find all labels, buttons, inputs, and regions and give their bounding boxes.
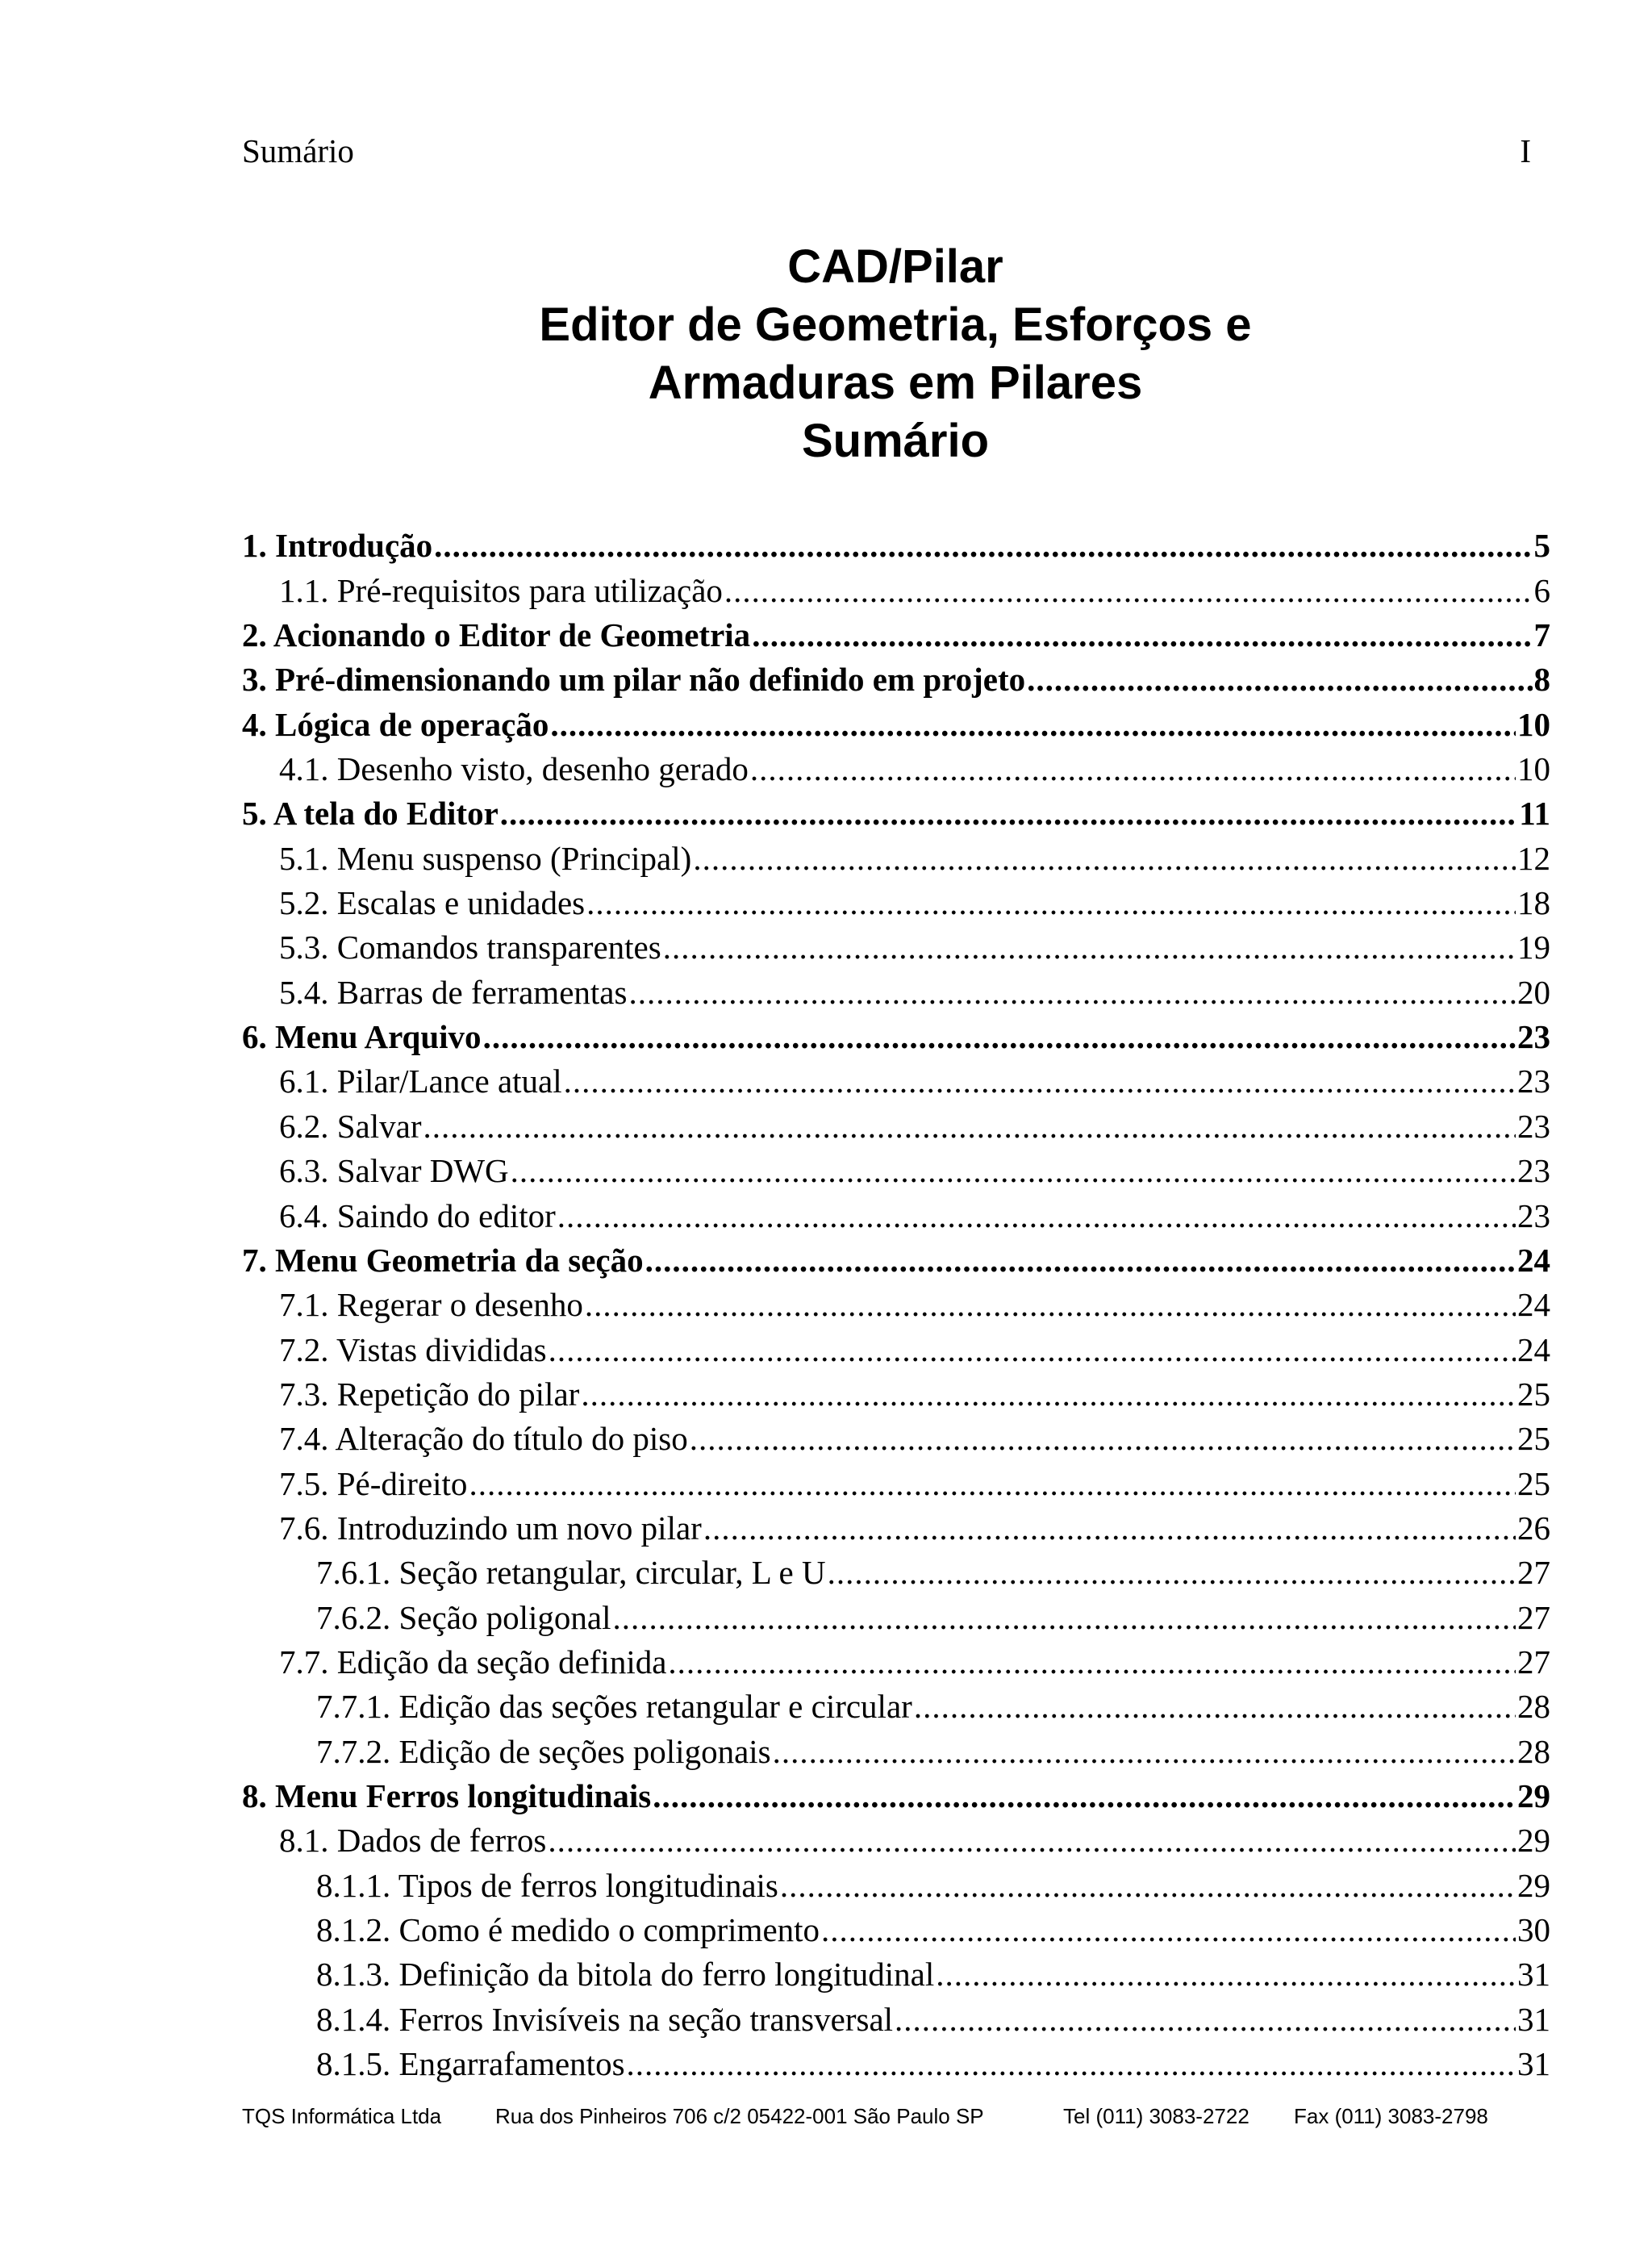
toc-entry-label: 1. Introdução bbox=[242, 527, 433, 565]
running-header bbox=[242, 132, 1531, 180]
toc-entry-label: 7.6.1. Seção retangular, circular, L e U bbox=[316, 1554, 826, 1592]
toc-entry-label: 4.1. Desenho visto, desenho gerado bbox=[279, 750, 749, 788]
toc-entry[interactable] bbox=[242, 1771, 1550, 1815]
toc-entry-page-number: 11 bbox=[1519, 795, 1550, 833]
toc-dot-leader bbox=[423, 1107, 1516, 1146]
toc-entry[interactable] bbox=[242, 565, 1550, 609]
toc-entry[interactable] bbox=[242, 922, 1550, 967]
toc-entry-label: 4. Lógica de operação bbox=[242, 705, 549, 743]
toc-entry-label: 8.1. Dados de ferros bbox=[279, 1822, 547, 1860]
title-line-3: Armaduras em Pilares bbox=[648, 357, 1143, 409]
toc-entry-page-number: 10 bbox=[1517, 705, 1550, 743]
toc-entry[interactable] bbox=[242, 744, 1550, 788]
toc-dot-leader bbox=[483, 1017, 1516, 1056]
toc-entry-label: 8. Menu Ferros longitudinais bbox=[242, 1776, 652, 1814]
toc-entry-label: 8.1.5. Engarrafamentos bbox=[316, 2045, 625, 2083]
toc-entry[interactable] bbox=[242, 1637, 1550, 1681]
toc-entry[interactable] bbox=[242, 1100, 1550, 1145]
toc-entry-label: 7.7.2. Edição de seções poligonais bbox=[316, 1732, 771, 1770]
toc-dot-leader bbox=[752, 616, 1532, 654]
toc-dot-leader bbox=[586, 883, 1516, 922]
toc-dot-leader bbox=[690, 1419, 1516, 1458]
toc-entry[interactable] bbox=[242, 2039, 1550, 2083]
toc-entry[interactable] bbox=[242, 699, 1550, 743]
toc-dot-leader bbox=[613, 1598, 1516, 1637]
toc-entry-label: 5.1. Menu suspenso (Principal) bbox=[279, 839, 692, 877]
toc-dot-leader bbox=[628, 973, 1516, 1012]
toc-entry-page-number: 31 bbox=[1517, 2000, 1550, 2038]
toc-entry-label: 7.6. Introduzindo um novo pilar bbox=[279, 1509, 702, 1547]
toc-entry-label: 7.5. Pé-direito bbox=[279, 1464, 468, 1502]
toc-entry-page-number: 10 bbox=[1517, 750, 1550, 788]
toc-dot-leader bbox=[1027, 660, 1532, 699]
toc-entry-label: 6.1. Pilar/Lance atual bbox=[279, 1063, 562, 1100]
title-line-4: Sumário bbox=[801, 415, 990, 467]
toc-dot-leader bbox=[511, 1151, 1516, 1190]
toc-entry-page-number: 26 bbox=[1517, 1509, 1550, 1547]
toc-dot-leader bbox=[773, 1732, 1516, 1771]
toc-entry[interactable] bbox=[242, 833, 1550, 877]
toc-entry-page-number: 31 bbox=[1517, 2045, 1550, 2083]
toc-dot-leader bbox=[653, 1776, 1516, 1815]
toc-entry[interactable] bbox=[242, 1190, 1550, 1234]
toc-entry-page-number: 29 bbox=[1517, 1822, 1550, 1860]
header-page-number: I bbox=[1520, 132, 1531, 169]
toc-dot-leader bbox=[564, 1062, 1516, 1100]
toc-dot-leader bbox=[550, 705, 1516, 744]
toc-entry-label: 6.2. Salvar bbox=[279, 1107, 422, 1145]
toc-entry[interactable] bbox=[242, 788, 1550, 833]
toc-entry[interactable] bbox=[242, 1458, 1550, 1502]
toc-entry[interactable] bbox=[242, 1905, 1550, 1949]
toc-entry[interactable] bbox=[242, 1994, 1550, 2038]
toc-entry[interactable] bbox=[242, 1681, 1550, 1726]
table-of-contents bbox=[242, 520, 1550, 2083]
toc-entry-label: 6.3. Salvar DWG bbox=[279, 1152, 509, 1190]
toc-entry-page-number: 24 bbox=[1517, 1286, 1550, 1324]
toc-entry[interactable] bbox=[242, 1592, 1550, 1636]
toc-entry[interactable] bbox=[242, 610, 1550, 654]
toc-entry-page-number: 29 bbox=[1517, 1866, 1550, 1904]
toc-entry-page-number: 18 bbox=[1517, 884, 1550, 922]
toc-entry[interactable] bbox=[242, 1369, 1550, 1413]
footer-company: TQS Informática Ltda bbox=[242, 2104, 442, 2128]
toc-dot-leader bbox=[434, 526, 1532, 565]
toc-entry-label: 8.1.4. Ferros Invisíveis na seção transversal bbox=[316, 2000, 894, 2038]
toc-dot-leader bbox=[780, 1866, 1516, 1905]
toc-dot-leader bbox=[557, 1196, 1516, 1235]
toc-entry-label: 7.7.1. Edição das seções retangular e circular bbox=[316, 1688, 912, 1726]
toc-dot-leader bbox=[895, 2000, 1516, 2039]
title-line-1: CAD/Pilar bbox=[787, 240, 1003, 293]
toc-dot-leader bbox=[693, 839, 1516, 878]
toc-entry[interactable] bbox=[242, 1726, 1550, 1770]
toc-entry-page-number: 31 bbox=[1517, 1956, 1550, 1994]
toc-dot-leader bbox=[828, 1553, 1516, 1592]
toc-dot-leader bbox=[821, 1910, 1516, 1949]
toc-dot-leader bbox=[549, 1330, 1516, 1369]
toc-entry[interactable] bbox=[242, 1949, 1550, 1994]
toc-entry-page-number: 27 bbox=[1517, 1554, 1550, 1592]
toc-entry[interactable] bbox=[242, 1547, 1550, 1592]
toc-entry-label: 5.2. Escalas e unidades bbox=[279, 884, 586, 922]
header-section-title: Sumário bbox=[242, 132, 354, 169]
toc-entry-page-number: 23 bbox=[1517, 1063, 1550, 1100]
toc-entry-page-number: 23 bbox=[1517, 1196, 1550, 1234]
toc-dot-leader bbox=[936, 1955, 1516, 1994]
toc-entry-label: 1.1. Pré-requisitos para utilização bbox=[279, 571, 723, 609]
footer-address: Rua dos Pinheiros 706 c/2 05422-001 São Paulo SP bbox=[495, 2104, 984, 2128]
toc-entry-page-number: 23 bbox=[1517, 1018, 1550, 1056]
toc-dot-leader bbox=[663, 928, 1516, 967]
toc-dot-leader bbox=[645, 1241, 1516, 1280]
title-line-2: Editor de Geometria, Esforços e bbox=[539, 299, 1252, 351]
toc-entry[interactable] bbox=[242, 654, 1550, 699]
toc-entry-page-number: 12 bbox=[1517, 839, 1550, 877]
toc-dot-leader bbox=[724, 571, 1533, 610]
toc-entry-label: 6.4. Saindo do editor bbox=[279, 1196, 556, 1234]
toc-entry-page-number: 24 bbox=[1517, 1241, 1550, 1279]
toc-entry[interactable] bbox=[242, 1146, 1550, 1190]
toc-entry-label: 6. Menu Arquivo bbox=[242, 1018, 482, 1056]
toc-entry-page-number: 29 bbox=[1517, 1776, 1550, 1814]
toc-entry[interactable] bbox=[242, 878, 1550, 922]
footer-phone: Tel (011) 3083-2722 bbox=[1063, 2104, 1249, 2128]
footer-fax: Fax (011) 3083-2798 bbox=[1294, 2104, 1488, 2128]
toc-entry-label: 3. Pré-dimensionando um pilar não definido em projeto bbox=[242, 661, 1026, 699]
toc-entry-label: 7. Menu Geometria da seção bbox=[242, 1241, 644, 1279]
toc-entry-label: 2. Acionando o Editor de Geometria bbox=[242, 616, 751, 654]
toc-entry-page-number: 25 bbox=[1517, 1420, 1550, 1458]
toc-dot-leader bbox=[668, 1643, 1516, 1681]
toc-entry-page-number: 28 bbox=[1517, 1688, 1550, 1726]
toc-dot-leader bbox=[548, 1821, 1516, 1860]
toc-dot-leader bbox=[500, 794, 1517, 833]
toc-entry-label: 8.1.1. Tipos de ferros longitudinais bbox=[316, 1866, 778, 1904]
toc-entry-page-number: 25 bbox=[1517, 1464, 1550, 1502]
toc-entry-page-number: 19 bbox=[1517, 929, 1550, 967]
toc-entry-page-number: 8 bbox=[1533, 661, 1550, 699]
toc-entry-label: 7.2. Vistas divididas bbox=[279, 1330, 547, 1368]
toc-entry[interactable] bbox=[242, 967, 1550, 1011]
toc-entry-label: 7.4. Alteração do título do piso bbox=[279, 1420, 688, 1458]
toc-entry-label: 7.1. Regerar o desenho bbox=[279, 1286, 583, 1324]
toc-entry-page-number: 5 bbox=[1533, 527, 1550, 565]
toc-dot-leader bbox=[585, 1285, 1516, 1324]
toc-entry-label: 5.3. Comandos transparentes bbox=[279, 929, 661, 967]
toc-dot-leader bbox=[750, 749, 1516, 788]
toc-entry[interactable] bbox=[242, 1056, 1550, 1100]
toc-entry[interactable] bbox=[242, 1413, 1550, 1458]
toc-entry[interactable] bbox=[242, 1235, 1550, 1280]
toc-entry[interactable] bbox=[242, 1324, 1550, 1368]
toc-entry-page-number: 28 bbox=[1517, 1732, 1550, 1770]
toc-entry[interactable] bbox=[242, 1012, 1550, 1056]
toc-entry-page-number: 23 bbox=[1517, 1152, 1550, 1190]
toc-entry-page-number: 7 bbox=[1533, 616, 1550, 654]
toc-entry-page-number: 27 bbox=[1517, 1643, 1550, 1680]
toc-dot-leader bbox=[914, 1687, 1516, 1726]
toc-entry-label: 8.1.3. Definição da bitola do ferro longitudinal bbox=[316, 1956, 935, 1994]
toc-entry-page-number: 6 bbox=[1533, 571, 1550, 609]
toc-entry-page-number: 24 bbox=[1517, 1330, 1550, 1368]
toc-entry-label: 8.1.2. Como é medido o comprimento bbox=[316, 1911, 820, 1948]
toc-entry-page-number: 20 bbox=[1517, 973, 1550, 1011]
toc-entry-page-number: 23 bbox=[1517, 1107, 1550, 1145]
toc-dot-leader bbox=[703, 1509, 1516, 1547]
toc-dot-leader bbox=[469, 1464, 1516, 1503]
toc-entry-label: 7.7. Edição da seção definida bbox=[279, 1643, 667, 1680]
toc-dot-leader bbox=[581, 1375, 1516, 1413]
toc-entry[interactable] bbox=[242, 1860, 1550, 1904]
toc-entry[interactable] bbox=[242, 1280, 1550, 1324]
toc-entry-page-number: 27 bbox=[1517, 1598, 1550, 1636]
toc-entry-page-number: 30 bbox=[1517, 1911, 1550, 1948]
toc-entry-label: 7.6.2. Seção poligonal bbox=[316, 1598, 611, 1636]
toc-entry[interactable] bbox=[242, 1815, 1550, 1860]
toc-entry-page-number: 25 bbox=[1517, 1375, 1550, 1413]
toc-entry-label: 7.3. Repetição do pilar bbox=[279, 1375, 580, 1413]
document-title bbox=[242, 238, 1549, 470]
toc-entry[interactable] bbox=[242, 1503, 1550, 1547]
toc-entry-label: 5.4. Barras de ferramentas bbox=[279, 973, 628, 1011]
toc-entry[interactable] bbox=[242, 520, 1550, 565]
toc-dot-leader bbox=[627, 2044, 1516, 2083]
toc-entry-label: 5. A tela do Editor bbox=[242, 795, 499, 833]
